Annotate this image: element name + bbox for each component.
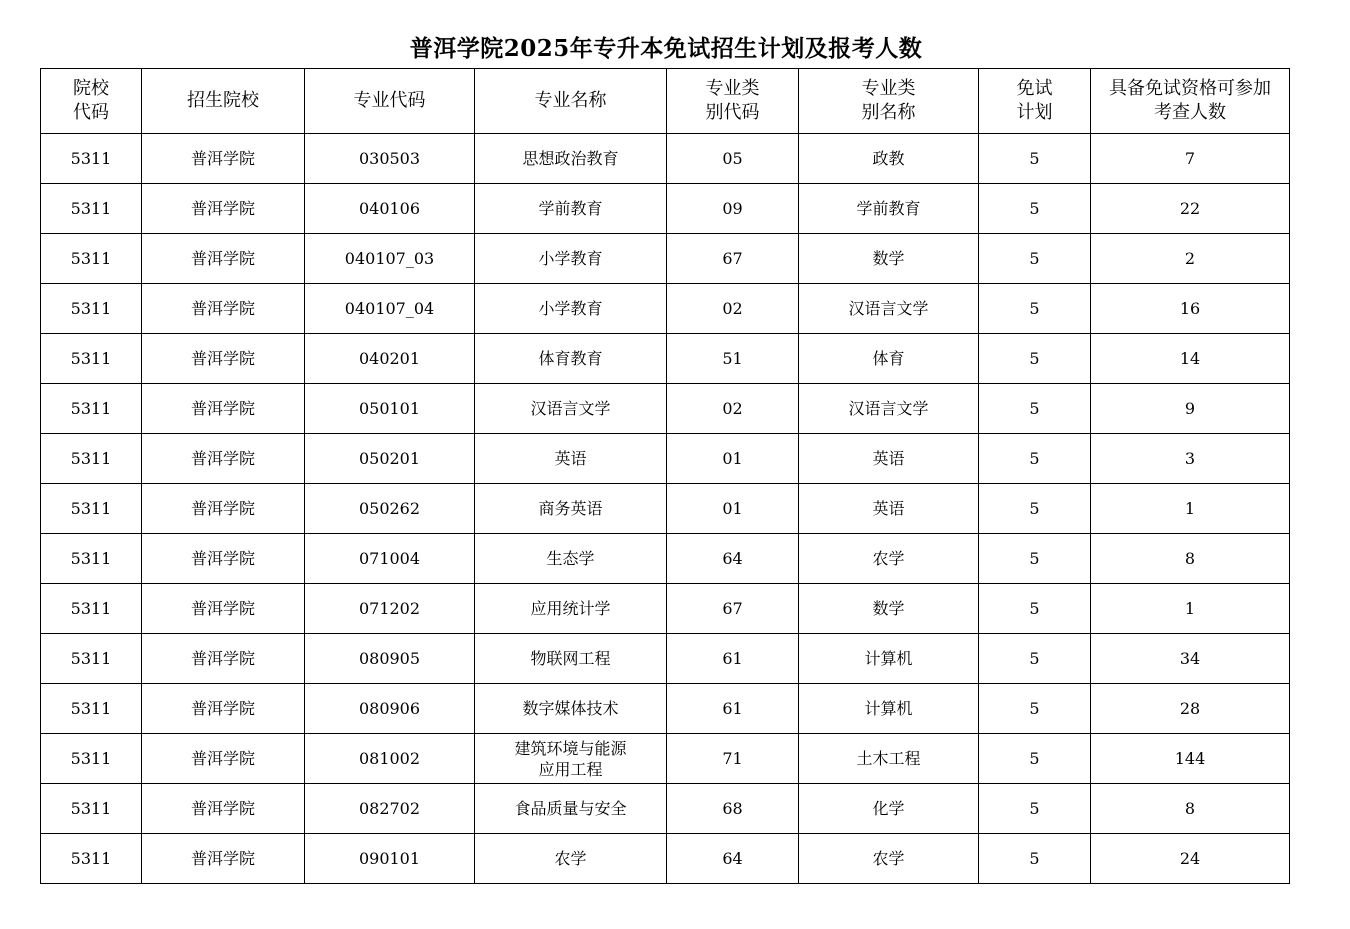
header-label-line: 计划 [1016,102,1053,123]
cell-exempt-plan: 5 [979,234,1091,284]
cell-text-line: 商务英语 [538,499,603,518]
cell-major-code: 071004 [305,534,475,584]
cell-school: 普洱学院 [142,334,305,384]
cell-exempt-plan: 5 [979,784,1091,834]
cell-school: 普洱学院 [142,684,305,734]
cell-major-name [475,834,667,884]
cell-school: 普洱学院 [142,284,305,334]
cell-category-name: 土木工程 [799,734,979,784]
cell-exempt-plan: 5 [979,134,1091,184]
cell-category-code: 68 [667,784,799,834]
table-row [41,184,1290,234]
cell-category-name: 农学 [799,834,979,884]
cell-major-name [475,684,667,734]
cell-major-name [475,484,667,534]
cell-school: 普洱学院 [142,534,305,584]
cell-category-code: 71 [667,734,799,784]
table-row [41,534,1290,584]
cell-school-code: 5311 [41,734,142,784]
cell-major-code: 040201 [305,334,475,384]
cell-category-code: 67 [667,584,799,634]
cell-text-line: 思想政治教育 [522,149,619,168]
cell-eligible-count: 3 [1091,434,1290,484]
cell-text-line: 应用统计学 [530,599,611,618]
cell-eligible-count: 8 [1091,534,1290,584]
cell-category-name: 体育 [799,334,979,384]
cell-category-name: 数学 [799,584,979,634]
cell-school: 普洱学院 [142,734,305,784]
cell-school-code: 5311 [41,634,142,684]
table-row [41,684,1290,734]
cell-school-code: 5311 [41,434,142,484]
cell-exempt-plan: 5 [979,534,1091,584]
cell-text-line: 生态学 [546,549,595,568]
cell-category-name: 计算机 [799,634,979,684]
cell-major-code: 040106 [305,184,475,234]
table-row [41,134,1290,184]
cell-school-code: 5311 [41,134,142,184]
cell-school-code: 5311 [41,684,142,734]
cell-eligible-count: 28 [1091,684,1290,734]
header-school [142,69,305,134]
cell-school-code: 5311 [41,484,142,534]
cell-school: 普洱学院 [142,234,305,284]
cell-category-name: 化学 [799,784,979,834]
header-category-code [667,69,799,134]
cell-school-code: 5311 [41,234,142,284]
cell-category-code: 01 [667,484,799,534]
cell-exempt-plan: 5 [979,184,1091,234]
cell-major-code: 080906 [305,684,475,734]
cell-school: 普洱学院 [142,834,305,884]
cell-major-name [475,634,667,684]
table-row [41,284,1290,334]
cell-school: 普洱学院 [142,384,305,434]
header-label-line: 招生院校 [187,90,259,111]
cell-category-code: 09 [667,184,799,234]
cell-school-code: 5311 [41,334,142,384]
cell-major-code: 040107_04 [305,284,475,334]
cell-school: 普洱学院 [142,184,305,234]
cell-text-line: 小学教育 [538,299,603,318]
cell-category-code: 51 [667,334,799,384]
cell-exempt-plan: 5 [979,584,1091,634]
cell-category-code: 61 [667,684,799,734]
header-label-line: 专业名称 [534,90,607,111]
cell-major-code: 040107_03 [305,234,475,284]
header-label-line: 具备免试资格可参加 [1109,78,1271,99]
cell-eligible-count: 34 [1091,634,1290,684]
table-header [41,69,1290,134]
cell-category-name: 计算机 [799,684,979,734]
table-row [41,484,1290,534]
cell-major-name [475,534,667,584]
cell-text-line: 应用工程 [538,759,603,779]
header-exempt-plan [979,69,1091,134]
table-row [41,834,1290,884]
cell-category-name: 政教 [799,134,979,184]
cell-school: 普洱学院 [142,634,305,684]
table-body [41,134,1290,884]
cell-category-code: 67 [667,234,799,284]
cell-category-name: 英语 [799,484,979,534]
cell-exempt-plan: 5 [979,434,1091,484]
cell-major-code: 090101 [305,834,475,884]
header-label-line: 专业代码 [353,90,426,111]
cell-eligible-count: 8 [1091,784,1290,834]
cell-school-code: 5311 [41,584,142,634]
cell-major-name [475,284,667,334]
cell-text-line: 建筑环境与能源 [514,738,627,758]
cell-category-code: 02 [667,384,799,434]
cell-exempt-plan: 5 [979,734,1091,784]
cell-text-line: 食品质量与安全 [514,799,627,818]
cell-text-line: 小学教育 [538,249,603,268]
cell-category-code: 01 [667,434,799,484]
cell-major-code: 080905 [305,634,475,684]
cell-major-code: 082702 [305,784,475,834]
cell-school-code: 5311 [41,184,142,234]
cell-category-name: 汉语言文学 [799,284,979,334]
table-row [41,334,1290,384]
cell-eligible-count: 2 [1091,234,1290,284]
cell-text-line: 体育教育 [538,349,603,368]
header-label-line: 别代码 [705,102,760,123]
cell-school-code: 5311 [41,284,142,334]
cell-category-code: 05 [667,134,799,184]
cell-major-name [475,334,667,384]
cell-eligible-count: 22 [1091,184,1290,234]
table-row [41,734,1290,784]
header-row [41,69,1290,134]
header-major-code [305,69,475,134]
cell-school: 普洱学院 [142,584,305,634]
header-major-name [475,69,667,134]
cell-eligible-count: 144 [1091,734,1290,784]
table-row [41,234,1290,284]
cell-category-name: 汉语言文学 [799,384,979,434]
cell-eligible-count: 7 [1091,134,1290,184]
cell-eligible-count: 14 [1091,334,1290,384]
cell-category-code: 02 [667,284,799,334]
header-label-line: 专业类 [705,78,760,99]
cell-category-name: 农学 [799,534,979,584]
cell-major-name [475,734,667,784]
cell-category-name: 学前教育 [799,184,979,234]
cell-school-code: 5311 [41,784,142,834]
header-school-code [41,69,142,134]
table-row [41,634,1290,684]
cell-major-code: 050101 [305,384,475,434]
cell-school: 普洱学院 [142,434,305,484]
cell-major-code: 030503 [305,134,475,184]
cell-text-line: 物联网工程 [530,649,611,668]
cell-text-line: 数字媒体技术 [522,699,619,718]
cell-major-name [475,134,667,184]
cell-school-code: 5311 [41,384,142,434]
cell-category-name: 英语 [799,434,979,484]
cell-eligible-count: 9 [1091,384,1290,434]
cell-school: 普洱学院 [142,784,305,834]
cell-category-code: 64 [667,834,799,884]
header-label-line: 院校 [73,78,109,99]
cell-major-name [475,184,667,234]
cell-school-code: 5311 [41,834,142,884]
cell-exempt-plan: 5 [979,684,1091,734]
header-label-line: 别名称 [861,102,916,123]
cell-major-code: 050201 [305,434,475,484]
cell-school-code: 5311 [41,534,142,584]
header-category-name [799,69,979,134]
table-row [41,584,1290,634]
cell-exempt-plan: 5 [979,484,1091,534]
cell-major-name [475,434,667,484]
cell-major-name [475,784,667,834]
cell-exempt-plan: 5 [979,334,1091,384]
cell-eligible-count: 16 [1091,284,1290,334]
cell-major-code: 081002 [305,734,475,784]
cell-text-line: 英语 [554,449,587,468]
cell-eligible-count: 1 [1091,584,1290,634]
cell-eligible-count: 1 [1091,484,1290,534]
cell-exempt-plan: 5 [979,384,1091,434]
header-label-line: 免试 [1016,78,1053,99]
header-label-line: 代码 [73,102,109,123]
cell-school: 普洱学院 [142,484,305,534]
cell-category-code: 64 [667,534,799,584]
cell-school: 普洱学院 [142,134,305,184]
cell-eligible-count: 24 [1091,834,1290,884]
cell-major-code: 071202 [305,584,475,634]
cell-major-name [475,234,667,284]
cell-category-code: 61 [667,634,799,684]
cell-exempt-plan: 5 [979,284,1091,334]
cell-major-name [475,584,667,634]
enrollment-plan-table [40,68,1290,884]
header-eligible-count [1091,69,1290,134]
cell-text-line: 农学 [554,849,587,868]
header-label-line: 考查人数 [1154,102,1226,123]
cell-major-code: 050262 [305,484,475,534]
cell-text-line: 汉语言文学 [530,399,611,418]
header-label-line: 专业类 [861,78,916,99]
cell-category-name: 数学 [799,234,979,284]
cell-exempt-plan: 5 [979,834,1091,884]
page-title: 普洱学院2025年专升本免试招生计划及报考人数 [409,35,923,62]
table-row [41,384,1290,434]
cell-major-name [475,384,667,434]
table-row [41,784,1290,834]
table-row [41,434,1290,484]
cell-text-line: 学前教育 [538,199,603,218]
cell-exempt-plan: 5 [979,634,1091,684]
